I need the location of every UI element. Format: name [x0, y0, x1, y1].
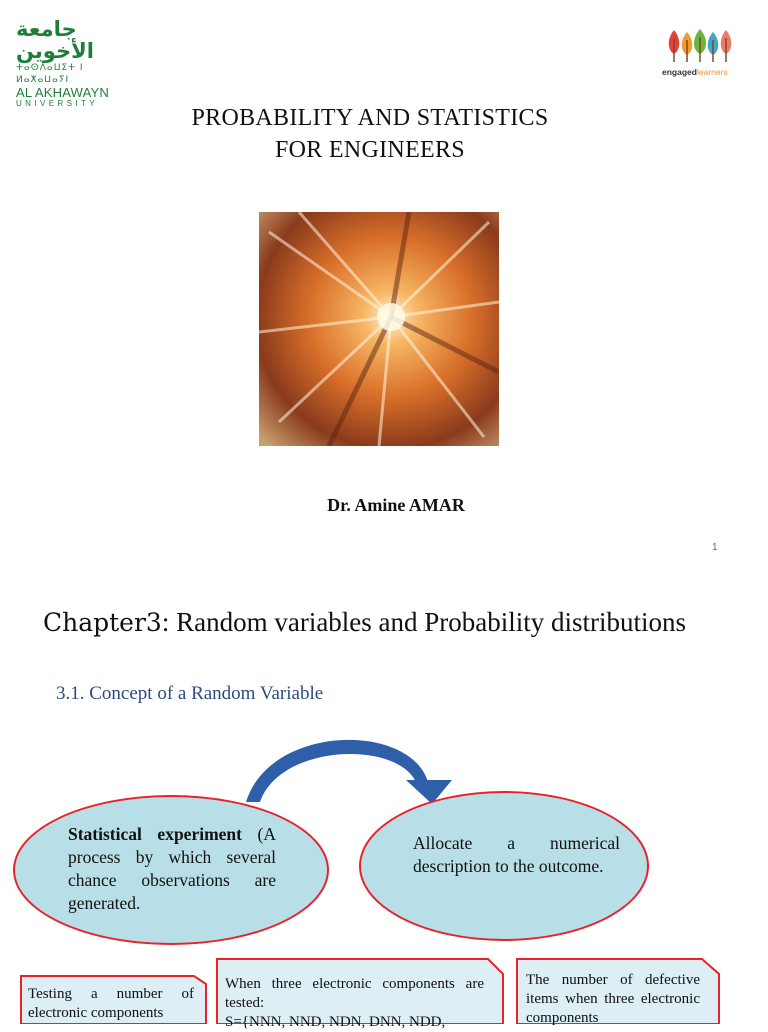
university-logo-name: AL AKHAWAYN [16, 85, 109, 100]
title-line-1: PROBABILITY AND STATISTICS [191, 105, 549, 131]
engaged-learners-caption [662, 67, 728, 77]
trees-icon [664, 24, 734, 68]
callout-2-line-1: When three electronic components are tested: [225, 976, 484, 1011]
page-number: 1 [712, 542, 718, 553]
author-name: Dr. Amine AMAR [327, 495, 465, 515]
university-logo-subtitle: UNIVERSITY [16, 99, 99, 108]
engaged-learners-logo [664, 24, 734, 80]
statistical-experiment-text [68, 823, 276, 915]
statistical-experiment-definition: (A process by which several chance observations are generated. [68, 824, 276, 913]
chapter-title: : Random variables and Probability distributions [161, 607, 687, 637]
numerical-description-text: Allocate a numerical description to the outcome. [413, 833, 620, 876]
chapter-heading [43, 605, 711, 640]
title-line-2: FOR ENGINEERS [275, 137, 465, 163]
chapter-label: Chapter3 [43, 608, 162, 637]
callout-2-text [225, 975, 484, 1032]
university-logo-tifinagh: ⵜⴰⵙⴷⴰⵡⵉⵜ ⵏ ⵍⴰⵅⴰⵡⴰⵢⵏ [16, 63, 84, 85]
callout-1-text: Testing a number of electronic components [28, 986, 194, 1021]
learners-word: learners [696, 67, 728, 77]
engaged-word: engaged [662, 67, 697, 77]
callout-2-line-2: S={NNN, NND, NDN, DNN, NDD, [225, 1014, 446, 1030]
cover-image [259, 212, 499, 446]
page-title [0, 102, 740, 166]
curved-arrow-icon [240, 730, 460, 810]
university-logo [16, 17, 116, 108]
section-heading: 3.1. Concept of a Random Variable [56, 683, 324, 704]
statistical-experiment-term: Statistical experiment [68, 824, 242, 844]
callout-3-text: The number of defective items when three electronic components [526, 972, 700, 1026]
university-logo-arabic: جامعة الأخوين [16, 17, 94, 63]
